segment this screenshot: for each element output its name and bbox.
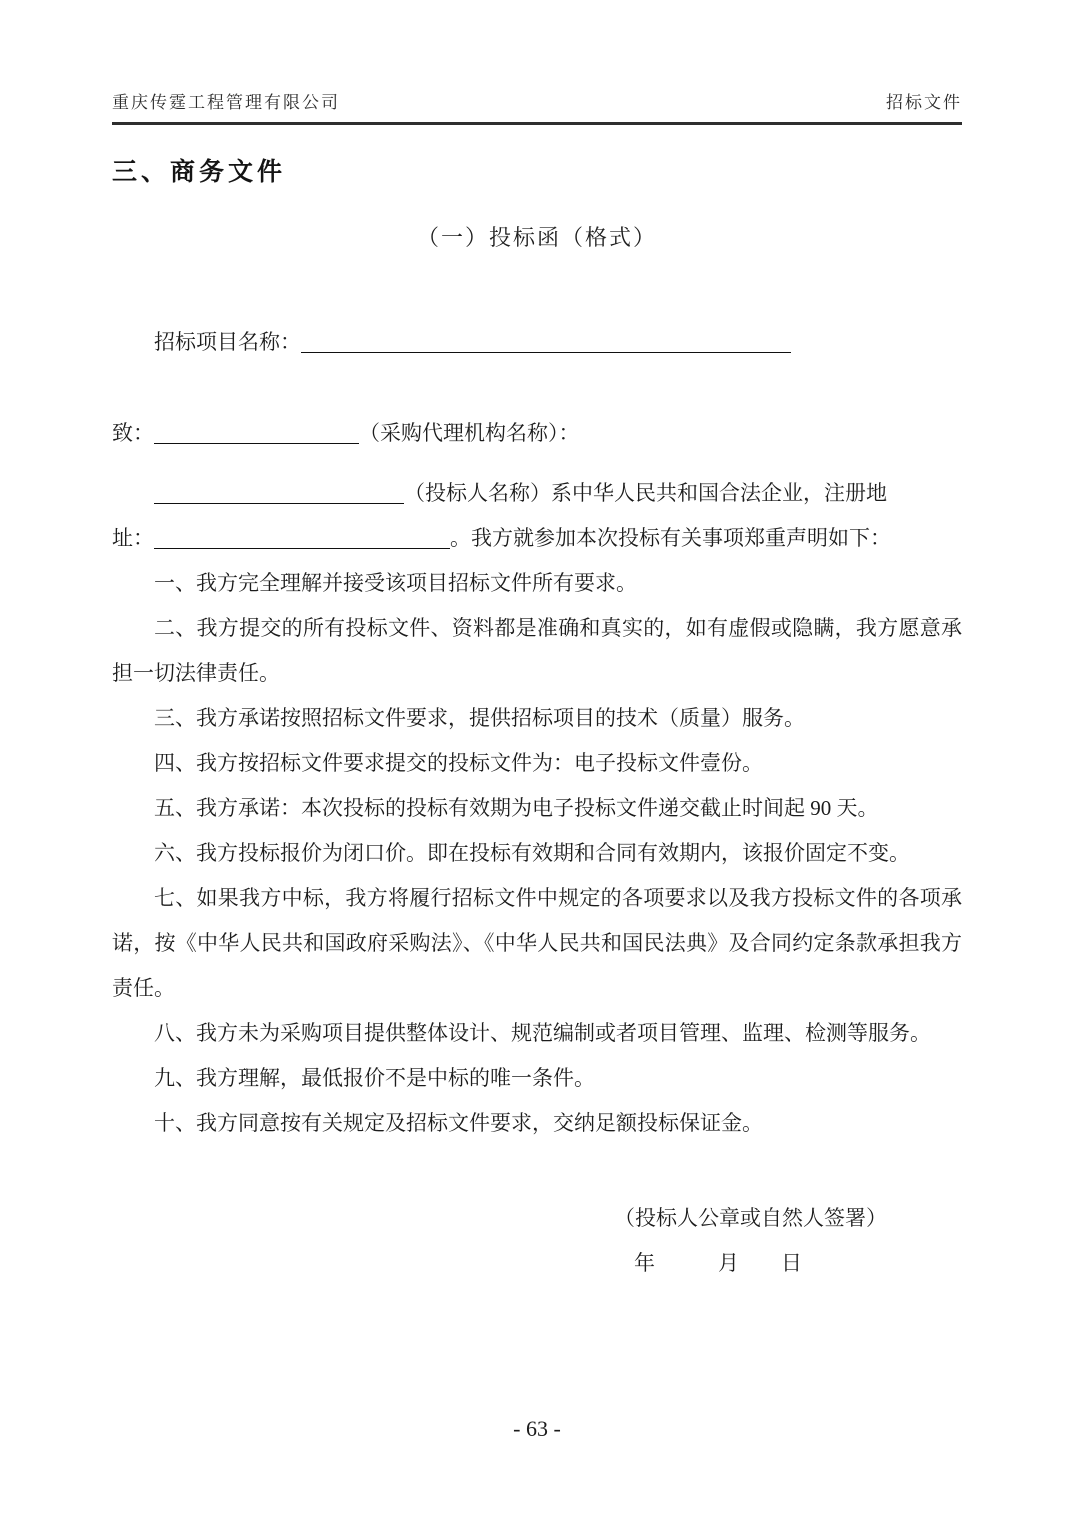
addressee-prefix: 致： bbox=[112, 421, 154, 445]
signature-block bbox=[614, 1196, 886, 1286]
declaration-item-4: 四、我方按招标文件要求提交的投标文件为：电子投标文件壹份。 bbox=[154, 751, 763, 775]
declaration-item-9: 九、我方理解，最低报价不是中标的唯一条件。 bbox=[154, 1066, 595, 1090]
page-header bbox=[112, 0, 962, 113]
form-title: （一）投标函（格式） bbox=[416, 225, 657, 250]
bidder-name-blank bbox=[154, 501, 404, 504]
declaration-item-10: 十、我方同意按有关规定及招标文件要求，交纳足额投标保证金。 bbox=[154, 1111, 763, 1135]
page-number: - 63 - bbox=[513, 1416, 561, 1441]
declaration-item-5: 五、我方承诺：本次投标的投标有效期为电子投标文件递交截止时间起 90 天。 bbox=[154, 796, 879, 820]
declaration-item-7: 七、如果我方中标，我方将履行招标文件中规定的各项要求以及我方投标文件的各项承诺，按《中华人民共和国政府采购法》、《中华人民共和国民法典》及合同约定条款承担我方责任。 bbox=[112, 886, 962, 1000]
bidder-name-line bbox=[112, 471, 962, 516]
declaration-item-3: 三、我方承诺按照招标文件要求，提供招标项目的技术（质量）服务。 bbox=[154, 706, 805, 730]
project-name-line bbox=[112, 320, 962, 365]
section-title: 三、商务文件 bbox=[112, 159, 287, 186]
bidder-line-text: （投标人名称）系中华人民共和国合法企业，注册地 bbox=[404, 481, 887, 505]
document-body bbox=[112, 320, 962, 1146]
declaration-item-8: 八、我方未为采购项目提供整体设计、规范编制或者项目管理、监理、检测等服务。 bbox=[154, 1021, 931, 1045]
registered-address-blank bbox=[154, 546, 450, 549]
header-doc-label: 招标文件 bbox=[886, 93, 962, 112]
agency-name-blank bbox=[154, 441, 359, 444]
declaration-item-2: 二、我方提交的所有投标文件、资料都是准确和真实的，如有虚假或隐瞒，我方愿意承担一切法律责任。 bbox=[112, 616, 962, 685]
project-name-label: 招标项目名称： bbox=[154, 330, 301, 354]
registered-address-line bbox=[112, 516, 962, 561]
addressee-suffix: （采购代理机构名称）： bbox=[359, 421, 580, 445]
seal-signature-label: （投标人公章或自然人签署） bbox=[614, 1206, 887, 1230]
address-prefix: 址： bbox=[112, 526, 154, 550]
header-rule bbox=[112, 122, 962, 125]
addressee-line bbox=[112, 411, 962, 456]
date-line: 年 月 日 bbox=[634, 1251, 802, 1275]
declaration-item-6: 六、我方投标报价为闭口价。即在投标有效期和合同有效期内，该报价固定不变。 bbox=[154, 841, 910, 865]
project-name-blank bbox=[301, 350, 791, 353]
declaration-item-1: 一、我方完全理解并接受该项目招标文件所有要求。 bbox=[154, 571, 637, 595]
header-company-name: 重庆传霆工程管理有限公司 bbox=[112, 93, 340, 112]
declaration-items bbox=[112, 561, 962, 1146]
address-line-text: 。我方就参加本次投标有关事项郑重声明如下： bbox=[450, 526, 891, 550]
